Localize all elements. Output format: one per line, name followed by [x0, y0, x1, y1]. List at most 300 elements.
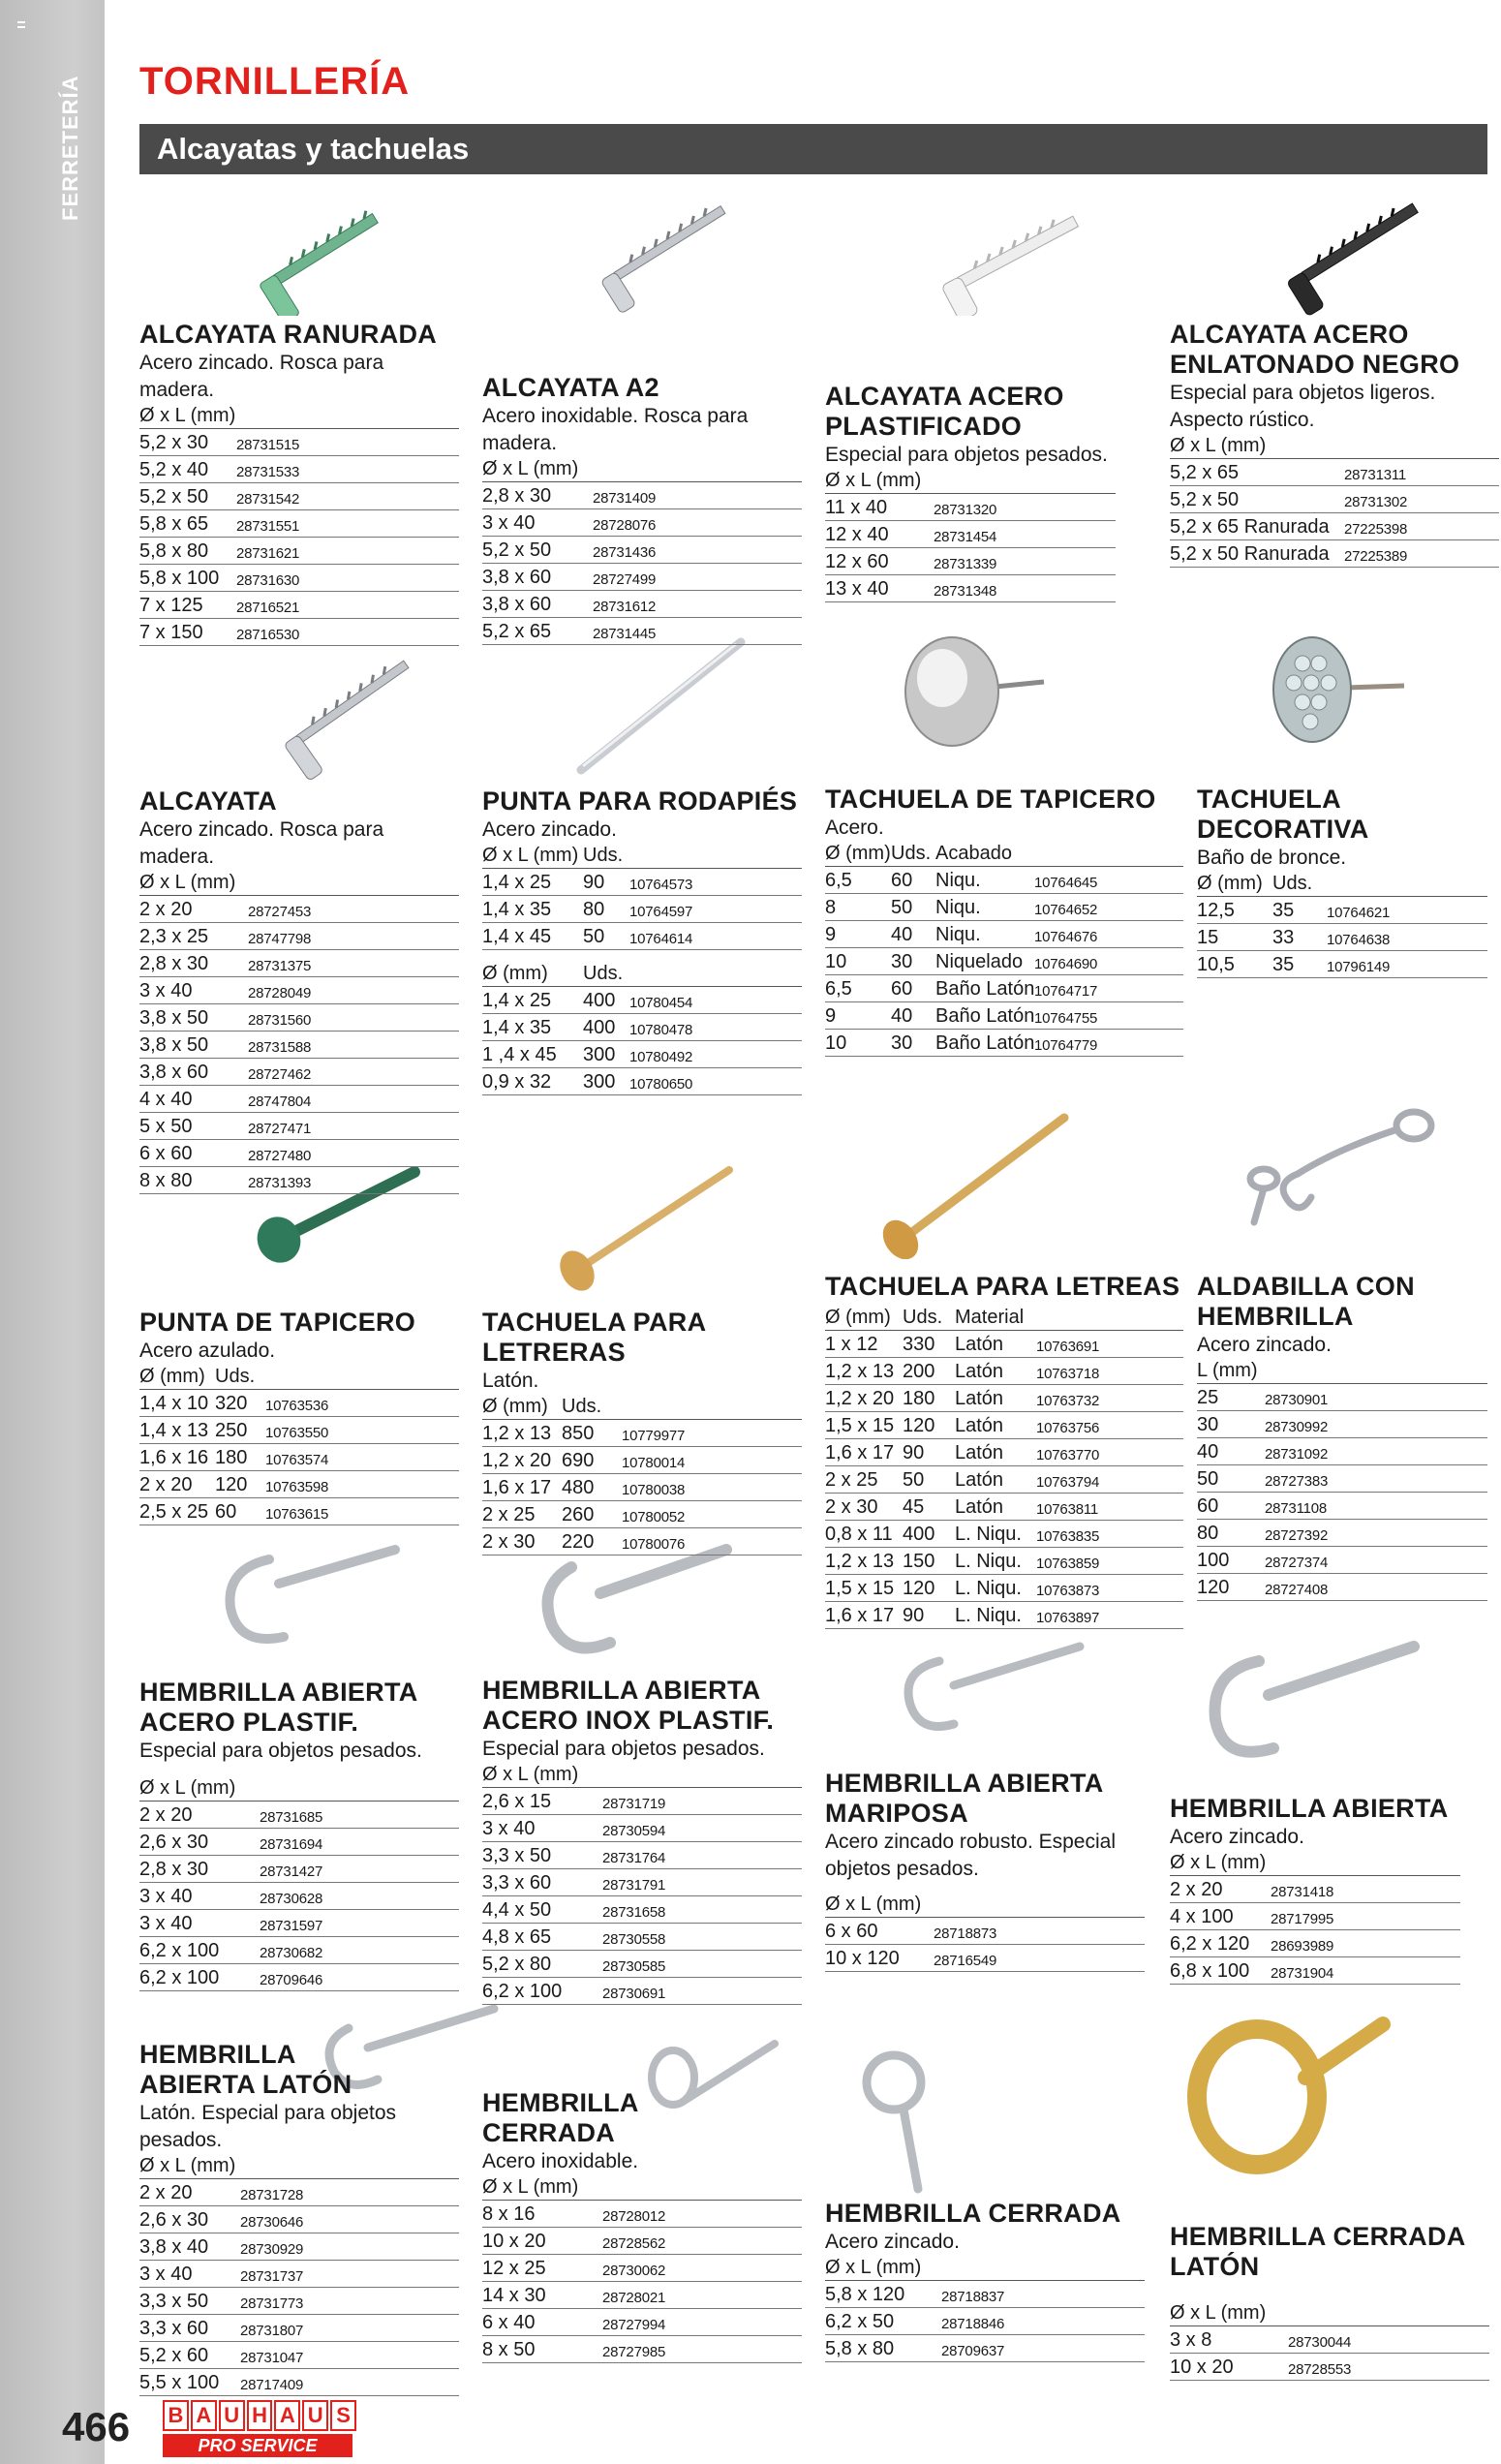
article-code: 28730044: [1288, 2334, 1352, 2351]
product-title: [825, 785, 1183, 815]
article-code: 28731108: [1265, 1500, 1328, 1517]
product-desc: [139, 816, 459, 871]
open-screw-hook-icon: [886, 1637, 1089, 1743]
article-code: 10763732: [1036, 1393, 1100, 1409]
article-code: 28730628: [260, 1891, 323, 1907]
article-code: 28731533: [236, 464, 300, 480]
product-desc: [825, 442, 1183, 469]
table-cell: 6,2 x 120: [1170, 1933, 1250, 1955]
product-desc: [825, 1829, 1145, 1883]
header-cell: Uds.: [1272, 873, 1313, 894]
table-cell: 10: [825, 951, 847, 972]
header-cell: Ø x L (mm): [482, 1764, 579, 1785]
article-code: 28731348: [934, 583, 997, 600]
article-code: 28731375: [248, 958, 312, 974]
table-row: [139, 2206, 459, 2233]
article-code: 28728021: [602, 2290, 666, 2306]
article-code: 28731418: [1271, 1884, 1334, 1900]
subheader-bar: Alcayatas y tachuelas: [139, 124, 1487, 174]
table-row: [139, 1883, 459, 1910]
table-row: [825, 1439, 1183, 1466]
table-cell: 400: [903, 1524, 935, 1545]
table-cell: 100: [1197, 1550, 1230, 1571]
article-code: 10763859: [1036, 1555, 1100, 1572]
table-cell: 35: [1272, 954, 1295, 975]
title-line: MARIPOSA: [825, 1799, 968, 1828]
table-cell: 9: [825, 1005, 837, 1027]
table-row: [139, 1856, 459, 1883]
table-row: [825, 2281, 1145, 2308]
table-row: [482, 2201, 802, 2228]
table-row: [139, 565, 459, 592]
product-p12: [1197, 1272, 1487, 1601]
table-cell: 60: [215, 1501, 237, 1523]
product-desc: [1197, 845, 1487, 872]
table-row: [482, 591, 802, 618]
table-row: [482, 923, 802, 950]
table-row: [825, 921, 1183, 948]
table-cell: 4 x 40: [139, 1089, 193, 1110]
table-cell: Latón: [955, 1415, 1004, 1436]
product-desc: [139, 1338, 459, 1365]
product-title: [482, 373, 802, 403]
table-row: [482, 1788, 802, 1815]
table-cell: 10 x 120: [825, 1948, 900, 1969]
article-code: 28718846: [941, 2316, 1005, 2332]
article-code: 28731311: [1344, 467, 1407, 483]
table-row: [139, 456, 459, 483]
table-cell: 3 x 40: [482, 1818, 536, 1839]
product-desc: [482, 403, 802, 457]
table-header: [139, 1365, 459, 1390]
table-cell: 120: [903, 1415, 935, 1436]
table-cell: 3 x 40: [482, 512, 536, 534]
table-cell: 3,8 x 60: [482, 567, 552, 588]
article-code: 10764652: [1034, 902, 1098, 918]
table-cell: 2,8 x 30: [482, 485, 552, 507]
table-cell: 2 x 25: [482, 1504, 536, 1525]
product-desc: [1170, 1824, 1460, 1851]
table-cell: 6,8 x 100: [1170, 1960, 1250, 1982]
table-row: [139, 1964, 459, 1991]
table-cell: 90: [583, 872, 605, 893]
strip-mark: [17, 21, 25, 23]
table-cell: 2,6 x 30: [139, 1832, 209, 1853]
header-cell: Ø x L (mm): [825, 1894, 922, 1915]
product-p9: [139, 1308, 459, 1525]
table-row: [1197, 1520, 1487, 1547]
article-code: 10763691: [1036, 1339, 1100, 1355]
table-row: [825, 1385, 1183, 1412]
desc-line: Baño de bronce.: [1197, 847, 1347, 869]
article-code: 28727994: [602, 2317, 666, 2333]
product-table: [139, 1390, 459, 1525]
table-cell: Latón: [955, 1469, 1004, 1491]
table-cell: 12 x 60: [825, 551, 889, 572]
table-header: [1170, 434, 1499, 459]
article-code: 10796149: [1327, 959, 1391, 975]
table-row: [482, 1014, 802, 1041]
article-code: 10780052: [622, 1509, 686, 1525]
table-cell: 8: [825, 897, 837, 918]
logo-subtitle: PRO SERVICE: [163, 2434, 352, 2457]
product-desc: [482, 1368, 802, 1395]
product-title: [139, 1308, 459, 1338]
table-row: [139, 2233, 459, 2261]
table-row: [825, 1358, 1183, 1385]
product-table: [482, 482, 802, 645]
table-row: [482, 869, 802, 896]
table-row: [139, 2261, 459, 2288]
table-header: [1197, 872, 1487, 897]
table-cell: Niqu.: [935, 870, 981, 891]
brass-tack-icon: [550, 1160, 744, 1296]
table-cell: 1,2 x 20: [825, 1388, 895, 1409]
table-row: [482, 987, 802, 1014]
header-cell: Ø (mm): [482, 963, 548, 984]
product-table: [482, 1420, 802, 1555]
table-row: [1170, 2326, 1489, 2354]
table-cell: 3,8 x 50: [139, 1007, 209, 1029]
table-cell: 10 x 20: [1170, 2356, 1234, 2378]
desc-line: Acero azulado.: [139, 1340, 276, 1362]
table-cell: 1,6 x 17: [825, 1442, 895, 1463]
table-cell: Niqu.: [935, 924, 981, 945]
steel-hook-icon: [562, 190, 755, 316]
desc-line: Acero zincado. Rosca para madera.: [139, 818, 384, 868]
table-header: [825, 469, 1116, 494]
table-header: [825, 2256, 1145, 2281]
table-cell: 3 x 40: [139, 1886, 193, 1907]
table-row: [139, 1167, 459, 1194]
article-code: 28727453: [248, 904, 312, 920]
nail-icon: [562, 625, 755, 789]
table-cell: 690: [562, 1450, 595, 1471]
table-cell: 300: [583, 1071, 616, 1093]
table-cell: 5 x 50: [139, 1116, 193, 1137]
table-cell: 3 x 40: [139, 1913, 193, 1934]
table-row: [1170, 459, 1499, 486]
article-code: 28747798: [248, 931, 312, 947]
article-code: 10763794: [1036, 1474, 1100, 1491]
header-cell: Ø x L (mm): [139, 872, 236, 893]
table-row: [139, 483, 459, 510]
product-p13: [139, 1678, 459, 1991]
table-cell: 1,4 x 10: [139, 1393, 209, 1414]
product-table: [825, 1331, 1183, 1629]
article-code: 28731542: [236, 491, 300, 508]
header-cell: Ø (mm): [482, 1396, 548, 1417]
table-row: [1170, 2354, 1489, 2381]
article-code: 28731612: [593, 599, 657, 615]
product-p11: [825, 1272, 1183, 1629]
product-title: [139, 2040, 478, 2100]
article-code: 28727480: [248, 1148, 312, 1164]
table-row: [139, 1937, 459, 1964]
article-code: 28731807: [240, 2323, 304, 2339]
article-code: 28730929: [240, 2241, 304, 2258]
desc-line: Aspecto rústico.: [1170, 409, 1315, 431]
product-desc: [482, 1736, 802, 1763]
table-cell: 5,8 x 80: [825, 2338, 895, 2359]
table-row: [1197, 924, 1487, 951]
table-header: [139, 871, 459, 896]
table-row: [825, 2335, 1145, 2362]
article-code: 10763550: [265, 1425, 329, 1441]
article-code: 28731515: [236, 437, 300, 453]
article-code: 10764573: [629, 877, 693, 893]
article-code: 28731427: [260, 1863, 323, 1880]
article-code: 28731694: [260, 1836, 323, 1853]
product-title: [1170, 1794, 1460, 1824]
product-title: [1170, 2222, 1489, 2282]
product-title: [1170, 320, 1499, 380]
table-row: [482, 1896, 802, 1924]
article-code: 28731092: [1265, 1446, 1329, 1463]
header-cell: Ø x L (mm): [825, 2257, 922, 2278]
article-code: 10763873: [1036, 1583, 1100, 1599]
article-code: 10763536: [265, 1398, 329, 1414]
table-header: [139, 2154, 459, 2179]
desc-line: Latón.: [482, 1370, 539, 1392]
product-desc: [482, 816, 802, 844]
product-title: [825, 1769, 1145, 1829]
product-p2: [482, 373, 802, 645]
open-screw-hook-icon: [533, 1540, 736, 1671]
product-table: [1170, 459, 1499, 568]
product-title: [825, 382, 1183, 442]
table-row: [139, 510, 459, 538]
title-line: TACHUELA DECORATIVA: [1197, 785, 1369, 844]
table-row: [825, 1548, 1183, 1575]
article-code: 28731597: [260, 1918, 323, 1934]
header-cell: Uds.: [583, 963, 624, 984]
table-row: [1170, 513, 1499, 540]
article-code: 10764597: [629, 904, 693, 920]
table-row: [482, 1924, 802, 1951]
table-cell: 2 x 25: [825, 1469, 878, 1491]
green-hook-icon: [230, 190, 414, 316]
product-p16: [1170, 1794, 1460, 1985]
table-row: [825, 521, 1116, 548]
table-row: [139, 923, 459, 950]
article-code: 28731339: [934, 556, 997, 572]
product-table: [1170, 1876, 1460, 1985]
header-cell: L (mm): [1197, 1360, 1258, 1381]
table-cell: 3,8 x 50: [139, 1034, 209, 1056]
table-row: [1170, 1876, 1460, 1903]
open-screw-hook-icon: [1191, 1632, 1424, 1777]
article-code: 10764621: [1327, 905, 1391, 921]
table-row: [139, 1417, 459, 1444]
table-cell: 10 x 20: [482, 2231, 546, 2252]
product-title: [825, 1272, 1183, 1302]
brass-eye-screw-icon: [1179, 2005, 1393, 2189]
logo-letter: A: [274, 2400, 300, 2431]
table-cell: 120: [215, 1474, 248, 1495]
table-row: [482, 1447, 802, 1474]
table-header: [482, 1395, 802, 1420]
table-row: [1197, 951, 1487, 978]
table-row: [139, 2288, 459, 2315]
article-code: 28728012: [602, 2208, 666, 2225]
table-cell: 1,5 x 15: [825, 1415, 895, 1436]
product-p7: [825, 785, 1183, 1057]
table-row: [482, 564, 802, 591]
article-code: 27225398: [1344, 521, 1408, 538]
product-table: [139, 2179, 459, 2396]
table-row: [825, 1331, 1183, 1358]
article-code: 10764676: [1034, 929, 1098, 945]
header-cell: Uds.: [903, 1307, 943, 1328]
article-code: 10780650: [629, 1076, 693, 1093]
title-line: TACHUELA DE TAPICERO: [825, 785, 1156, 814]
product-title: [139, 1678, 459, 1738]
desc-line: Especial para objetos pesados.: [825, 444, 1108, 466]
table-row: [1197, 1547, 1487, 1574]
side-category-label: FERRETERÍA: [58, 75, 82, 221]
table-cell: 6,5: [825, 870, 852, 891]
table-header: [139, 404, 459, 429]
table-cell: 5,2 x 30: [139, 432, 209, 453]
table-row: [482, 1869, 802, 1896]
product-p14: [482, 1676, 802, 2005]
article-code: 28728049: [248, 985, 312, 1001]
article-code: 10763756: [1036, 1420, 1100, 1436]
table-cell: Niquelado: [935, 951, 1024, 972]
table-header: [825, 842, 1183, 867]
table-cell: 12 x 25: [482, 2258, 546, 2279]
product-table: [139, 896, 459, 1194]
product-title: [482, 1308, 802, 1368]
table-row: [1197, 1465, 1487, 1493]
table-row: [139, 1444, 459, 1471]
table-cell: 1,6 x 17: [482, 1477, 552, 1498]
article-code: 28731436: [593, 544, 657, 561]
logo-letter: U: [219, 2400, 245, 2431]
header-cell: Ø x L (mm): [482, 2176, 579, 2198]
product-title: [825, 2199, 1145, 2229]
table-cell: 2,8 x 30: [139, 1859, 209, 1880]
article-code: 28727462: [248, 1066, 312, 1083]
table-row: [825, 1030, 1183, 1057]
article-code: 28709637: [941, 2343, 1005, 2359]
table-cell: 6 x 40: [482, 2312, 536, 2333]
table-row: [139, 1059, 459, 1086]
header-cell: Uds.: [215, 1366, 256, 1387]
article-code: 28731047: [240, 2350, 304, 2366]
article-code: 28728076: [593, 517, 657, 534]
table-cell: 3 x 40: [139, 980, 193, 1001]
table-cell: 2 x 20: [1170, 1879, 1223, 1900]
table-header: [1197, 1359, 1487, 1384]
white-hook-icon: [910, 200, 1104, 316]
article-code: 10780038: [622, 1482, 686, 1498]
table-cell: 8 x 80: [139, 1170, 193, 1191]
table-cell: 45: [903, 1496, 925, 1518]
article-code: 10763811: [1036, 1501, 1099, 1518]
article-code: 10779977: [622, 1428, 686, 1444]
black-hook-icon: [1249, 190, 1443, 316]
article-code: 28716549: [934, 1953, 997, 1969]
article-code: 28731393: [248, 1175, 312, 1191]
table-cell: 90: [903, 1442, 925, 1463]
table-cell: 14 x 30: [482, 2285, 546, 2306]
table-row: [825, 1412, 1183, 1439]
table-cell: 120: [903, 1578, 935, 1599]
title-line: ENLATONADO NEGRO: [1170, 350, 1460, 379]
article-code: 28727985: [602, 2344, 666, 2360]
article-code: 10763897: [1036, 1610, 1100, 1626]
article-code: 28730558: [602, 1931, 666, 1948]
product-desc: [825, 2229, 1145, 2256]
product-p1: [139, 320, 459, 646]
header-cell: Material: [955, 1307, 1025, 1328]
eye-screw-icon: [841, 2024, 996, 2199]
table-cell: 5,2 x 65: [1170, 462, 1240, 483]
table-cell: 12,5: [1197, 900, 1235, 921]
header-cell: Ø x L (mm): [139, 405, 236, 426]
open-screw-hook-icon: [211, 1540, 405, 1656]
table-cell: 80: [583, 899, 605, 920]
table-cell: 850: [562, 1423, 595, 1444]
table-cell: 40: [891, 1005, 913, 1027]
article-code: 28747804: [248, 1093, 312, 1110]
table-row: [139, 896, 459, 923]
table-row: [482, 1068, 802, 1095]
header-cell: Ø (mm): [825, 1307, 891, 1328]
article-code: 28731320: [934, 502, 997, 518]
article-code: 10763574: [265, 1452, 329, 1468]
table-cell: 2,6 x 30: [139, 2209, 209, 2231]
article-code: 28730062: [602, 2263, 666, 2279]
table-cell: 1,6 x 16: [139, 1447, 209, 1468]
table-cell: 33: [1272, 927, 1295, 948]
table-row: [825, 1918, 1145, 1945]
table-header: [482, 844, 802, 869]
table-row: [482, 1815, 802, 1842]
table-cell: 60: [891, 870, 913, 891]
table-row: [825, 2308, 1145, 2335]
table-header: [825, 1893, 1145, 1918]
table-cell: 10: [825, 1032, 847, 1054]
table-row: [1170, 1957, 1460, 1985]
title-line: ALCAYATA A2: [482, 373, 659, 402]
product-title: [1197, 785, 1487, 845]
header-cell: Ø (mm): [139, 1366, 205, 1387]
product-p18: [482, 2088, 802, 2363]
table-cell: 5,2 x 80: [482, 1954, 552, 1975]
table-cell: 1,2 x 20: [482, 1450, 552, 1471]
product-title: [482, 786, 802, 816]
table-row: [139, 1086, 459, 1113]
table-cell: 8 x 50: [482, 2339, 536, 2360]
header-cell: Ø (mm): [1197, 873, 1263, 894]
table-cell: 1,2 x 13: [825, 1551, 895, 1572]
article-code: 28731719: [602, 1796, 666, 1812]
table-header: [1170, 2301, 1489, 2326]
section-title: TORNILLERÍA: [139, 60, 411, 103]
table-cell: 60: [891, 978, 913, 1000]
article-code: 28717409: [240, 2377, 304, 2393]
article-code: 28731621: [236, 545, 300, 562]
table-cell: 3,3 x 50: [139, 2291, 209, 2312]
product-desc: [825, 815, 1183, 842]
table-cell: 3 x 40: [139, 2264, 193, 2285]
table-cell: 1,2 x 13: [482, 1423, 552, 1444]
hook-eye-icon: [1230, 1096, 1462, 1232]
table-row: [482, 2282, 802, 2309]
